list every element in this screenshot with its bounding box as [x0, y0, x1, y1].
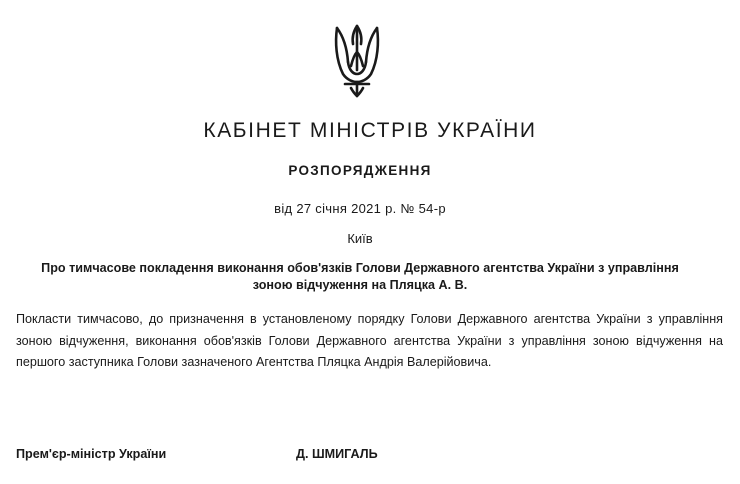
trident-icon: [331, 22, 383, 100]
document-city: Київ: [347, 231, 373, 246]
signature-position: Прем'єр-міністр України: [16, 447, 167, 461]
organization-title: КАБІНЕТ МІНІСТРІВ УКРАЇНИ: [203, 119, 537, 142]
document-title: [40, 260, 680, 294]
coat-of-arms: [331, 22, 383, 100]
title-line-2: зоною відчуження на Пляцка А. В.: [252, 278, 468, 292]
signature-name: Д. ШМИГАЛЬ: [296, 447, 378, 461]
document-date-number: від 27 січня 2021 р. № 54-р: [274, 201, 446, 216]
title-line-1: Про тимчасове покладення виконання обов'язків Голови Державного агентства України з управління: [41, 261, 679, 275]
document-type: РОЗПОРЯДЖЕННЯ: [288, 163, 432, 178]
document-body: Покласти тимчасово, до призначення в установленому порядку Голови Державного агентства України з управління зоною відчуження, виконання обов'язків Голови Державного агентства України з управління зоною відчуження на першого заступника Голови зазначеного Агентства Пляцка Андрія Валерійовича.: [16, 312, 723, 369]
